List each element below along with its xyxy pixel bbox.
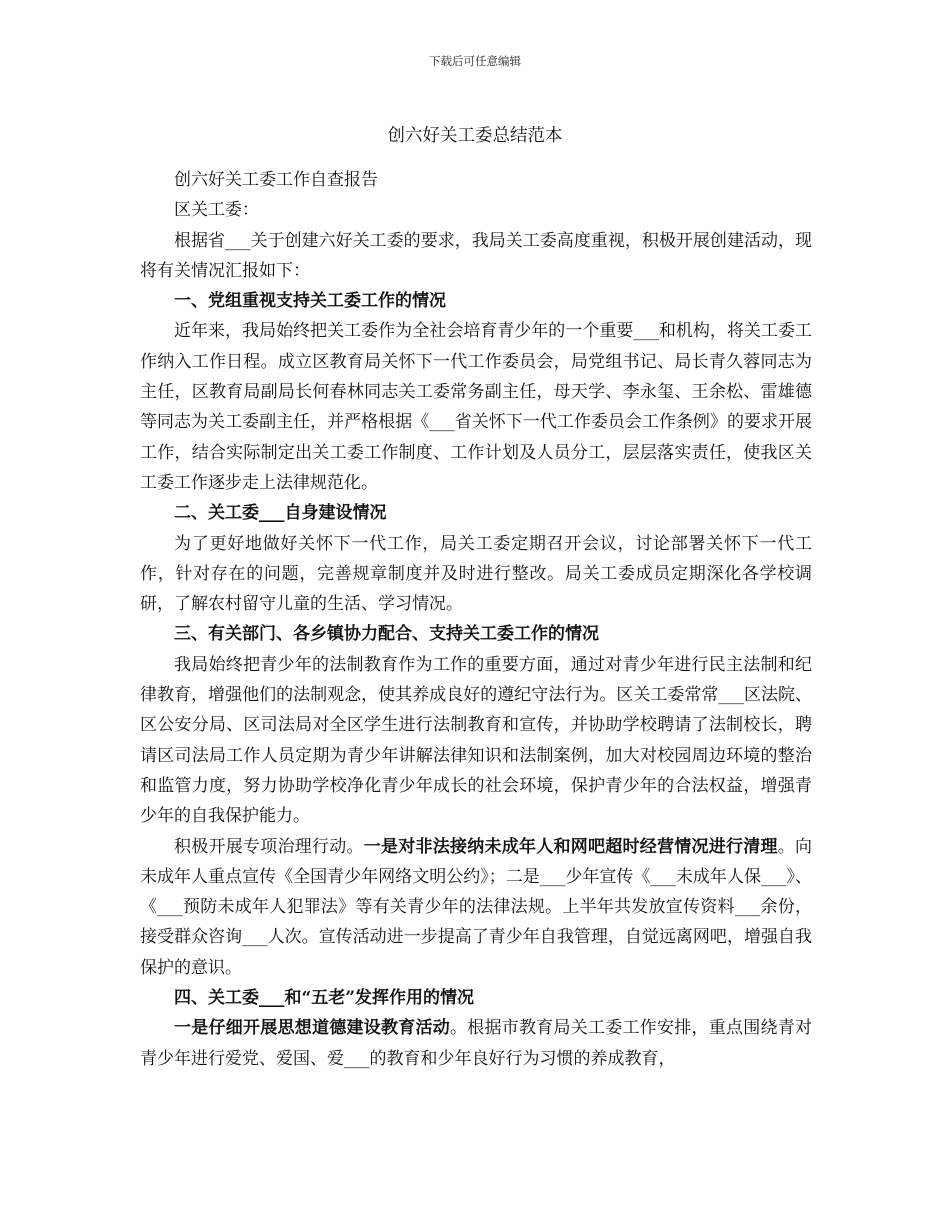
section-heading-2: 二、关工委___自身建设情况: [174, 503, 387, 524]
bold-phrase: 一是对非法接纳未成年人和网吧超时经营情况进行清理: [363, 836, 778, 857]
bold-phrase: 一是仔细开展思想道德建设教育活动: [174, 1018, 450, 1039]
paragraph-rest: 。根据市教育局关工委工作安排，重点围绕青对青少年进行爱党、爱国、爱___的教育和少年良好行为习惯的养成教育，: [140, 1018, 812, 1069]
section-4-paragraph: [140, 1013, 812, 1074]
section-heading-4: 四、关工委___和“五老”发挥作用的情况: [174, 988, 475, 1009]
report-subtitle: 创六好关工委工作自查报告: [174, 170, 378, 190]
paragraph-rest: 。向未成年人重点宣传《全国青少年网络文明公约》；二是___少年宣传《___未成年人保___》、《___预防未成年人犯罪法》等有关青少年的法律法规。上半年共发放宣传资料___余份，接受群众咨询___人次。宣传活动进一步提高了青少年自我管理，自觉远离网吧，增强自我保护的意识。: [140, 836, 812, 978]
section-3-paragraph: 我局始终把青少年的法制教育作为工作的重要方面，通过对青少年进行民主法制和纪律教育，增强他们的法制观念，使其养成良好的遵纪守法行为。区关工委常常___区法院、区公安分局、区司法局对全区学生进行法制教育和宣传，并协助学校聘请了法制校长，聘请区司法局工作人员定期为青少年讲解法律知识和法制案例，加大对校园周边环境的整治和监管力度，努力协助学校净化青少年成长的社会环境，保护青少年的合法权益，增强青少年的自我保护能力。: [140, 654, 812, 827]
section-1-paragraph: 近年来，我局始终把关工委作为全社会培育青少年的一个重要___和机构，将关工委工作纳入工作日程。成立区教育局关怀下一代工作委员会，局党组书记、局长青久蓉同志为主任，区教育局副局长何春林同志关工委常务副主任，母天学、李永玺、王余松、雷雄德等同志为关工委副主任，并严格根据《___省关怀下一代工作委员会工作条例》的要求开展工作，结合实际制定出关工委工作制度、工作计划及人员分工，层层落实责任，使我区关工委工作逐步走上法律规范化。: [140, 321, 812, 493]
section-heading-1: 一、党组重视支持关工委工作的情况: [174, 291, 446, 312]
page-header: 下载后可任意编辑: [429, 54, 521, 68]
addressee: 区关工委：: [174, 200, 259, 221]
section-heading-3: 三、有关部门、各乡镇协力配合、支持关工委工作的情况: [174, 624, 599, 645]
section-2-paragraph: 为了更好地做好关怀下一代工作，局关工委定期召开会议，讨论部署关怀下一代工作，针对存在的问题，完善规章制度并及时进行整改。局关工委成员定期深化各学校调研，了解农村留守儿童的生活、学习情况。: [140, 533, 812, 615]
document-title: 创六好关工委总结范本: [387, 126, 563, 146]
section-3-paragraph-2: [140, 832, 812, 983]
document-body: [140, 165, 812, 1074]
intro-paragraph: 根据省___关于创建六好关工委的要求，我局关工委高度重视，积极开展创建活动，现将有关情况汇报如下：: [140, 230, 812, 281]
paragraph-lead: 积极开展专项治理行动。: [174, 836, 364, 857]
